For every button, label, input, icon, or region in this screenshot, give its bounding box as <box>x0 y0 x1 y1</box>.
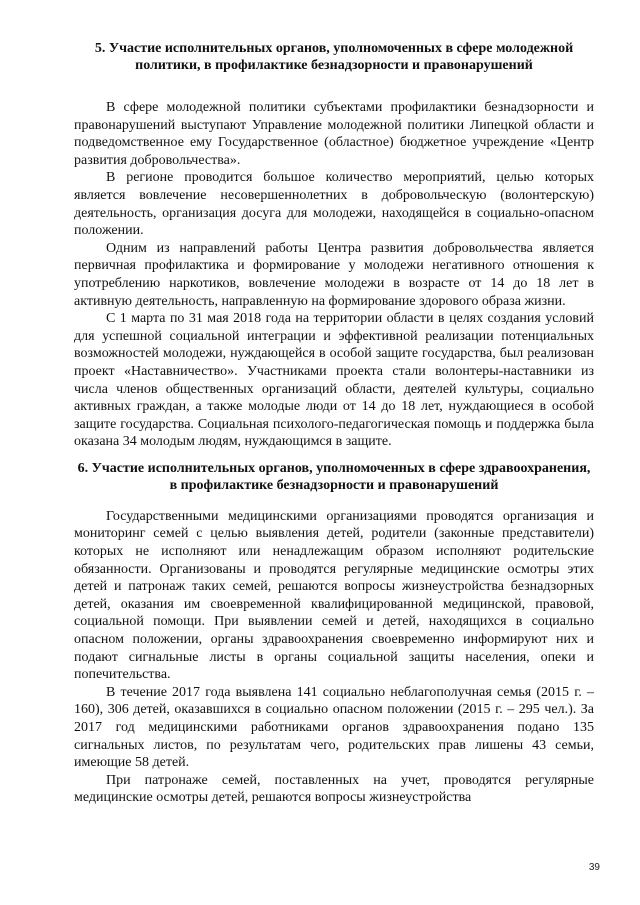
section-5-heading: 5. Участие исполнительных органов, уполномоченных в сфере молодежной политики, в профилактике безнадзорности и правонарушений <box>94 41 574 73</box>
section-6-heading: 6. Участие исполнительных органов, уполномоченных в сфере здравоохранения, в профилактике безнадзорности и правонарушений <box>77 460 591 493</box>
page-content <box>74 40 594 807</box>
section-6-paragraph-1: Государственными медицинскими организациями проводятся организация и мониторинг семей с целью выявления детей, родители (законные представители) которых не исполняют или ненадлежащим образом исполняют родительские обязанности. Организованы и проводятся регулярные медицинские осмотры этих детей и патронаж таких семей, решаются вопросы жизнеустройства безнадзорных детей, оказания им своевременной квалифицированной медицинской, правовой, социальной помощи. При выявлении семей и детей, находящихся в социально опасном положении, органы здравоохранения своевременно информируют них и подают сигнальные листы в органы социальной защиты населения, опеки и попечительства. <box>74 508 594 683</box>
section-5-paragraph-3: Одним из направлений работы Центра развития добровольчества является первичная профилактика и формирование у молодежи негативного отношения к употреблению наркотиков, вовлечение молодежи в возрасте от 14 до 18 лет в активную деятельность, направленную на формирование здорового образа жизни. <box>74 240 594 309</box>
page-number: 39 <box>588 862 600 873</box>
section-5-paragraph-1: В сфере молодежной политики субъектами профилактики безнадзорности и правонарушений выступают Управление молодежной политики Липецкой области и подведомственное ему Государственное (областное) бюджетное учреждение «Центр развития добровольчества». <box>74 100 594 168</box>
section-6-paragraph-3: При патронаже семей, поставленных на учет, проводятся регулярные медицинские осмотры детей, решаются вопросы жизнеустройства <box>74 772 594 806</box>
section-5-paragraph-4: С 1 марта по 31 мая 2018 года на территории области в целях создания условий для успешной социальной интеграции и эффективной реализации потенциальных возможностей молодежи, нуждающейся в особой защите государства, был реализован проект «Наставничество». Участниками проекта стали волонтеры-наставники из числа членов общественных организаций области, деятелей культуры, социально активных граждан, а также молодые люди от 14 до 18 лет, нуждающиеся в особой защите государства. Социальная психолого-педагогическая помощь и поддержка была оказана 34 молодым людям, нуждающимся в защите. <box>74 311 594 450</box>
section-6-paragraph-2: В течение 2017 года выявлена 141 социально неблагополучная семья (2015 г. – 160), 306 детей, оказавшихся в социально опасном положении (2015 г. – 295 чел.). За 2017 год медицинскими работниками органов здравоохранения подано 135 сигнальных листов, по результатам чего, родительских прав лишены 43 семьи, имеющие 58 детей. <box>74 684 594 771</box>
section-5-paragraph-2: В регионе проводится большое количество мероприятий, целью которых является вовлечение несовершеннолетних в добровольческую (волонтерскую) деятельность, организация досуга для молодежи, находящейся в социально-опасном положении. <box>74 170 594 239</box>
